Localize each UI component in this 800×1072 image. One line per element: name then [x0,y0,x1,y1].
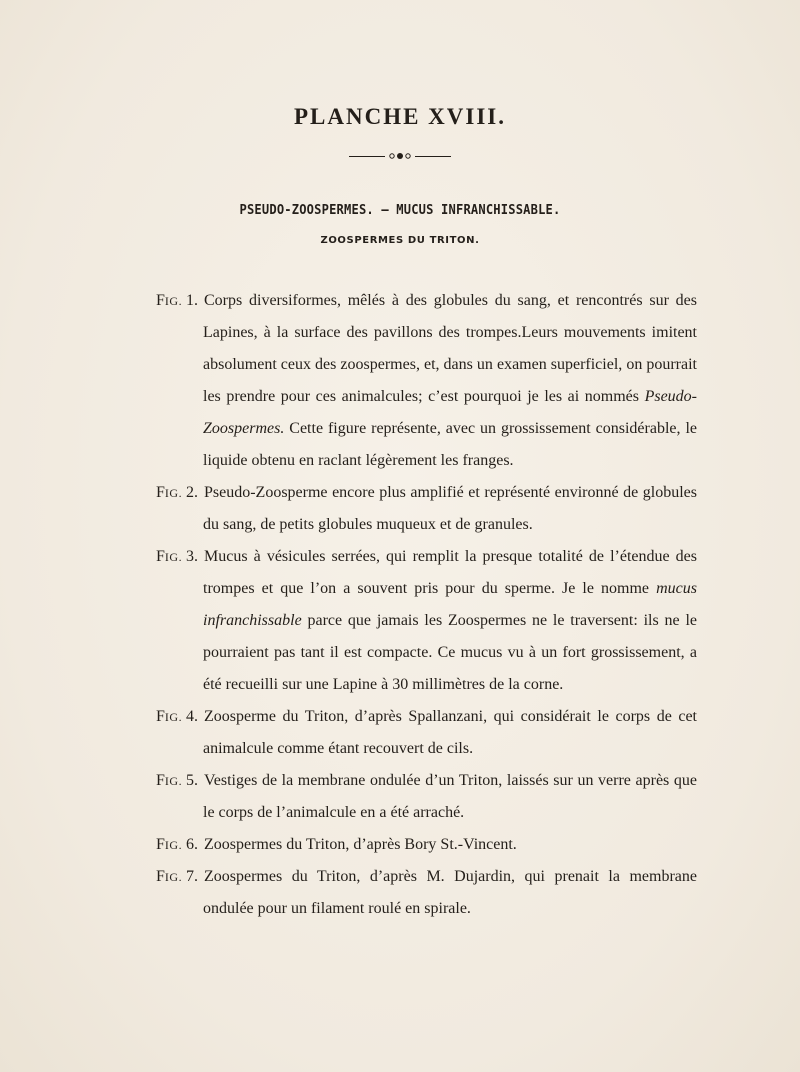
figure-caption [0,541,800,701]
figure-number: 2. [186,484,198,501]
figure-label: FIG. [156,548,183,565]
caption-text-part: Zoosperme du Triton, d’après Spallanzani, qui considérait le corps de cet animalcule comme étant recouvert de cils. [203,708,697,757]
plate-title: PLANCHE XVIII. [293,104,507,129]
caption-text-part: Zoospermes du Triton, d’après M. Dujardin, qui prenait la membrane ondulée pour un filament roulé en spirale. [203,868,697,917]
figure-caption-text [156,541,697,701]
ornament-divider [0,150,800,162]
caption-text-part: Pseudo-Zoosperme encore plus amplifié et représenté environné de globules du sang, de petits globules muqueux et de granules. [203,484,697,533]
figure-label: FIG. [156,836,183,853]
caption-italic-term: Pseudo-Zoospermes. [203,388,697,437]
figure-captions [0,285,800,925]
ornament-icon [385,151,415,161]
figure-caption [0,477,800,541]
caption-text-part: Mucus à vésicules serrées, qui remplit la presque totalité de l’étendue des trompes et que l’on a souvent pris pour du sperme. Je le nomme [203,548,697,597]
caption-text-part: Zoospermes du Triton, d’après Bory St.-Vincent. [204,836,517,853]
caption-text-part: Corps diversiformes, mêlés à des globules du sang, et rencontrés sur des Lapines, à la surface des pavillons des trompes.Leurs mouvements imitent absolument ceux des zoospermes, et, dans un examen superficiel, on pourrait les prendre pour ces animalcules; c’est pourquoi je les ai nommés [203,292,697,405]
figure-label: FIG. [156,292,183,309]
ornament-line-left [349,156,385,157]
figure-number: 3. [186,548,198,565]
figure-caption-text [156,765,697,829]
figure-label: FIG. [156,868,183,885]
section-subtitle-secondary: ZOOSPERMES DU TRITON. [320,235,480,246]
caption-text-part: parce que jamais les Zoospermes ne le traversent: ils ne le pourraient pas tant il est compacte. Ce mucus vu à un fort grossissement, a été recueilli sur une Lapine à 30 millimètres de la corne. [203,612,697,693]
caption-italic-term: mucus infranchissable [203,580,697,629]
figure-caption-text [156,829,697,861]
figure-caption-text [156,477,697,541]
figure-caption-text [156,701,697,765]
figure-number: 5. [186,772,198,789]
figure-label: FIG. [156,708,183,725]
figure-caption [0,285,800,477]
figure-caption [0,701,800,765]
figure-caption-text [156,285,697,477]
caption-text-part: Cette figure représente, avec un grossissement considérable, le liquide obtenu en raclant légèrement les franges. [203,420,697,469]
figure-caption-text [156,861,697,925]
figure-number: 6. [186,836,198,853]
figure-label: FIG. [156,772,183,789]
figure-number: 1. [186,292,198,309]
figure-caption [0,861,800,925]
figure-number: 7. [186,868,198,885]
figure-label: FIG. [156,484,183,501]
figure-caption [0,829,800,861]
section-subtitle: PSEUDO-ZOOSPERMES. — MUCUS INFRANCHISSABLE. [239,203,561,218]
figure-caption [0,765,800,829]
caption-text-part: Vestiges de la membrane ondulée d’un Triton, laissés sur un verre après que le corps de l’animalcule en a été arraché. [203,772,697,821]
ornament-line-right [415,156,451,157]
figure-number: 4. [186,708,198,725]
